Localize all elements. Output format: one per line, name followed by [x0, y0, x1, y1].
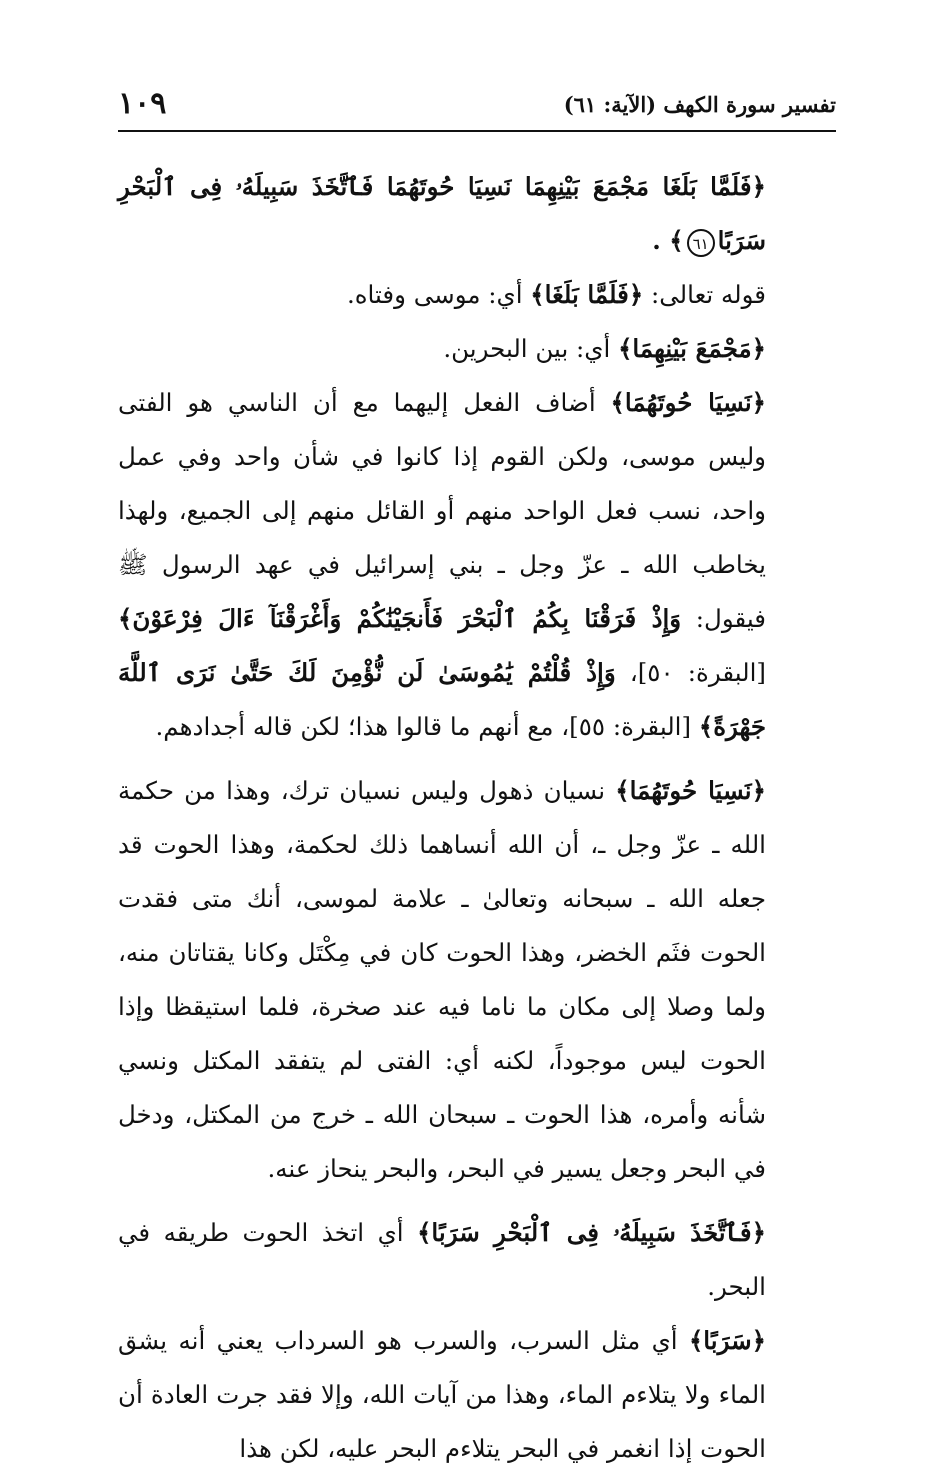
paragraph-2-quote: ﴿مَجْمَعَ بَيْنِهِمَا﴾ [618, 334, 766, 363]
paragraph-5 [118, 1206, 838, 1314]
paragraph-4-quote: ﴿نَسِيَا حُوتَهُمَا﴾ [615, 776, 766, 805]
paragraph-2 [118, 322, 838, 376]
paragraph-2-text: أي: بين البحرين. [443, 334, 619, 363]
paragraph-3-reference-2: [البقرة: ٥٠]، [615, 658, 766, 687]
ayah-number-marker: ٦١ [687, 229, 715, 257]
paragraph-4-text: نسيان ذهول وليس نسيان ترك، وهذا من حكمة الله ـ عزّ وجل ـ، أن الله أنساهما ذلك لحكمة، وهذا الحوت قد جعله الله ـ سبحانه وتعالىٰ ـ علامة لموسى، أنك متى فقدت الحوت فثَم الخضر، وهذا الحوت كان في مِكْتَل وكانا يقتاتان منه، ولما وصلا إلى مكان ما ناما فيه عند صخرة، فلما استيقظا وإذا الحوت ليس موجوداً، لكنه أي: الفتى لم يتفقد المكتل ونسي شأنه وأمره، هذا الحوت ـ سبحان الله ـ خرج من المكتل، ودخل في البحر وجعل يسير في البحر، والبحر ينحاز عنه. [118, 776, 766, 1183]
paragraph-6-quote: ﴿سَرَبًا﴾ [688, 1326, 766, 1355]
header-title: تفسير سورة الكهف (الآية: ٦١) [563, 92, 836, 117]
paragraph-1-lead: قوله تعالى: [643, 280, 766, 309]
paragraph-1-text: أي: موسى وفتاه. [346, 280, 531, 309]
paragraph-3-quote-3: وَإِذْ قُلْتُمْ يَٰمُوسَىٰ لَن نُّؤْمِنَ لَكَ حَتَّىٰ نَرَى ٱللَّهَ جَهْرَةً﴾ [118, 658, 766, 741]
paragraph-3-quote-2: وَإِذْ فَرَقْنَا بِكُمُ ٱلْبَحْرَ فَأَنجَيْنَٰكُمْ وَأَغْرَقْنَآ ءَالَ فِرْعَوْنَ﴾ [118, 604, 682, 633]
paragraph-1-quote: ﴿فَلَمَّا بَلَغَا﴾ [530, 280, 644, 309]
verse-open-bracket: ﴿ [751, 172, 766, 201]
paragraph-6-text: أي مثل السرب، والسرب هو السرداب يعني أنه يشق الماء ولا يتلاءم الماء، وهذا من آيات الله، وإلا فقد جرت العادة أن الحوت إذا انغمر في البحر يتلاءم البحر عليه، لكن هذا [118, 1326, 766, 1463]
paragraph-3-text: أضاف الفعل إليهما مع أن الناسي هو الفتى وليس موسى، ولكن القوم إذا كانوا في شأن واحد وفي عمل واحد، نسب فعل الواحد منهم أو القائل منهم إلى الجميع، ولهذا يخاطب الله ـ عزّ وجل ـ بني إسرائيل في عهد الرسول ﷺ فيقول: [118, 388, 766, 633]
paragraph-3-reference-3: [البقرة: ٥٥]، مع أنهم ما قالوا هذا؛ لكن قاله أجدادهم. [155, 712, 699, 741]
paragraph-5-quote: ﴿فَٱتَّخَذَ سَبِيلَهُۥ فِى ٱلْبَحْرِ سَرَبًا﴾ [417, 1218, 766, 1247]
verse-text: فَلَمَّا بَلَغَا مَجْمَعَ بَيْنِهِمَا نَسِيَا حُوتَهُمَا فَٱتَّخَذَ سَبِيلَهُۥ فِى ٱلْبَحْرِ سَرَبًا [118, 172, 766, 255]
header-divider [118, 130, 836, 132]
paragraph-4 [118, 764, 838, 1196]
paragraph-6 [118, 1314, 838, 1476]
verse-block [118, 160, 838, 268]
paragraph-1 [118, 268, 838, 322]
paragraph-3 [118, 376, 838, 754]
page-number: ١٠٩ [118, 86, 167, 121]
paragraph-5-text: أي اتخذ الحوت طريقه في البحر. [118, 1218, 766, 1301]
paragraph-3-quote: ﴿نَسِيَا حُوتَهُمَا﴾ [610, 388, 766, 417]
page-body [118, 160, 838, 1476]
verse-close-bracket: ﴾ . [652, 226, 684, 255]
running-header [118, 88, 836, 128]
